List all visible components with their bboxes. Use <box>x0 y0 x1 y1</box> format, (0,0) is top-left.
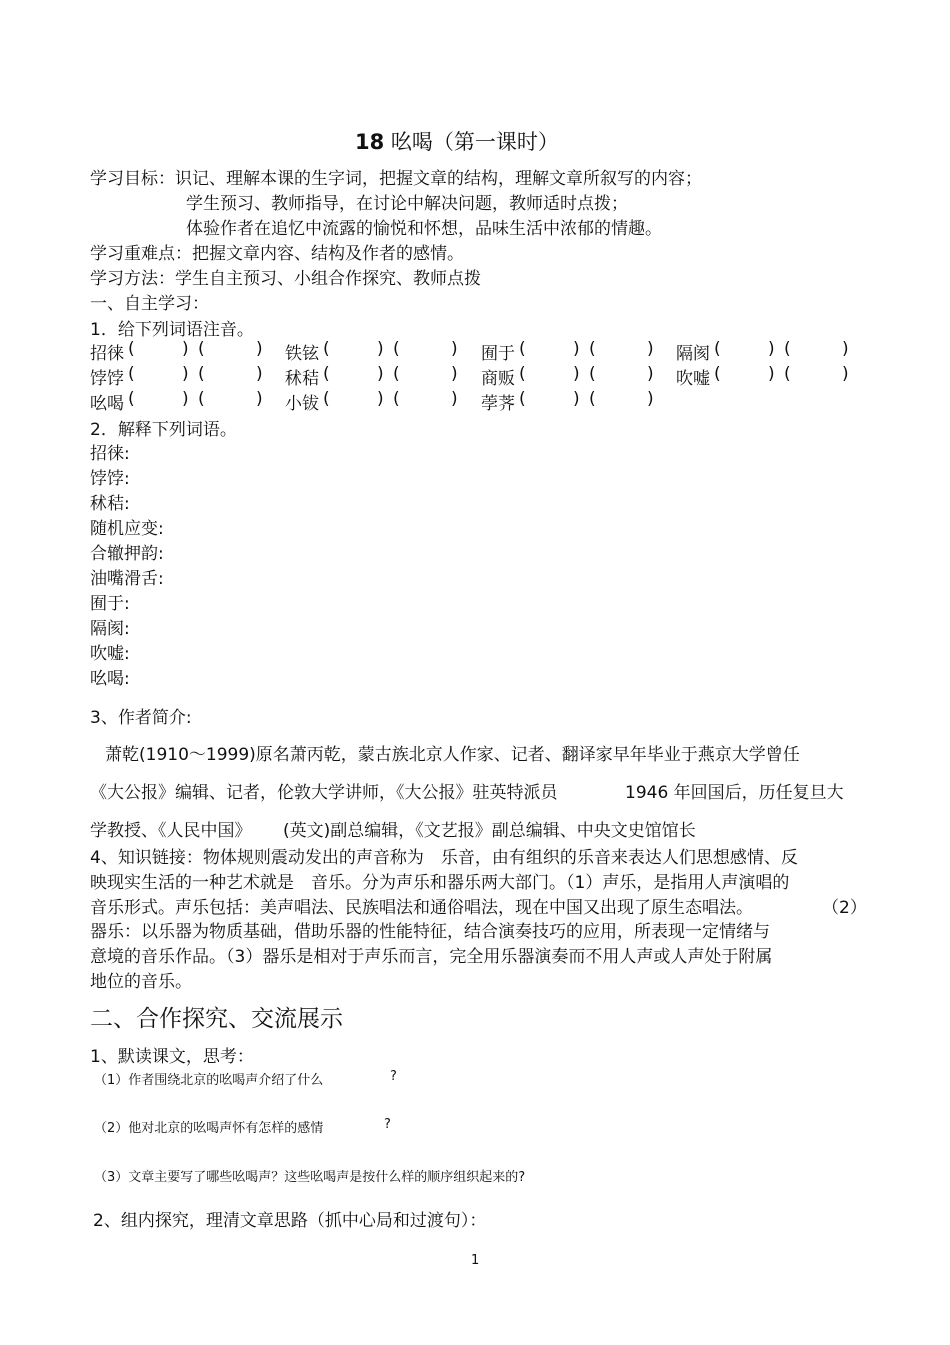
blank-close: ) <box>451 339 458 359</box>
blank-open: ( <box>589 339 596 359</box>
definition-item: 招徕: <box>90 444 130 464</box>
lesson-number: 18 <box>355 130 385 154</box>
page-number: 1 <box>471 1253 480 1268</box>
blank-open: ( <box>519 364 526 384</box>
blank-close: ) <box>377 389 384 409</box>
blank-close: ) <box>182 364 189 384</box>
goal-1: 识记、理解本课的生字词，把握文章的结构，理解文章所叙写的内容； <box>175 169 702 189</box>
bio-line-2a: 《大公报》编辑、记者，伦敦大学讲师，《大公报》驻英特派员 <box>90 783 558 803</box>
definition-item: 合辙押韵: <box>90 544 164 564</box>
blank-open: ( <box>393 364 400 384</box>
blank-open: ( <box>519 339 526 359</box>
knowledge-line-1: 4、知识链接：物体规则震动发出的声音称为 乐音，由有组织的乐音来表达人们思想感情、反 <box>90 848 798 868</box>
key-points: 学习重难点：把握文章内容、结构及作者的感情。 <box>90 244 464 264</box>
definition-item: 隔阂: <box>90 619 130 639</box>
goal-3: 体验作者在追忆中流露的愉悦和怀想，品味生活中浓郁的情趣。 <box>186 219 662 239</box>
blank-open: ( <box>784 339 791 359</box>
question-3: 3、作者简介: <box>90 708 192 728</box>
blank-close: ) <box>377 339 384 359</box>
blank-close: ) <box>842 364 849 384</box>
blank-open: ( <box>198 389 205 409</box>
blank-close: ) <box>451 389 458 409</box>
blank-close: ) <box>256 364 263 384</box>
knowledge-line-5: 意境的音乐作品。（3）器乐是相对于声乐而言，完全用乐器演奏而不用人声或人声处于附属 <box>90 947 773 967</box>
blank-open: ( <box>784 364 791 384</box>
pinyin-word: 隔阂 <box>676 344 710 364</box>
goals-label: 学习目标： <box>90 169 175 189</box>
pinyin-word: 铁铉 <box>285 344 319 364</box>
blank-open: ( <box>714 339 721 359</box>
definition-item: 囿于: <box>90 594 130 614</box>
pinyin-word: 吆喝 <box>90 394 124 414</box>
goals-line-1 <box>90 164 702 189</box>
blank-close: ) <box>451 364 458 384</box>
pinyin-word: 商贩 <box>481 369 515 389</box>
blank-open: ( <box>128 364 135 384</box>
lesson-title: 吆喝（第一课时） <box>390 130 559 154</box>
blank-close: ) <box>377 364 384 384</box>
sub-question-2-mark: ? <box>384 1117 391 1132</box>
definition-item: 油嘴滑舌: <box>90 569 164 589</box>
pinyin-word: 荸荠 <box>481 394 515 414</box>
task-1: 1、默读课文，思考： <box>90 1047 254 1067</box>
blank-close: ) <box>647 389 654 409</box>
pinyin-word: 招徕 <box>90 344 124 364</box>
definition-item: 秫秸: <box>90 494 130 514</box>
pinyin-word: 吹嘘 <box>676 369 710 389</box>
blank-close: ) <box>768 364 775 384</box>
blank-open: ( <box>198 339 205 359</box>
knowledge-line-6: 地位的音乐。 <box>90 972 192 992</box>
task-2: 2、组内探究，理清文章思路（抓中心局和过渡句）： <box>93 1211 487 1231</box>
question-1: 1．给下列词语注音。 <box>90 320 254 340</box>
study-methods: 学习方法：学生自主预习、小组合作探究、教师点拨 <box>90 269 481 289</box>
blank-close: ) <box>647 364 654 384</box>
blank-open: ( <box>393 389 400 409</box>
blank-open: ( <box>128 389 135 409</box>
knowledge-line-3b: （2） <box>822 898 867 918</box>
blank-open: ( <box>519 389 526 409</box>
blank-close: ) <box>256 339 263 359</box>
sub-question-1: （1）作者围绕北京的吆喝声介绍了什么 <box>94 1073 324 1088</box>
blank-close: ) <box>573 364 580 384</box>
blank-open: ( <box>323 364 330 384</box>
blank-open: ( <box>323 339 330 359</box>
knowledge-line-3a: 音乐形式。声乐包括：美声唱法、民族唱法和通俗唱法，现在中国又出现了原生态唱法。 <box>90 898 753 918</box>
blank-close: ) <box>573 339 580 359</box>
bio-line-1: 萧乾(1910～1999)原名萧丙乾，蒙古族北京人作家、记者、翻译家早年毕业于燕京大学曾任 <box>105 745 800 765</box>
definition-item: 吹嘘: <box>90 644 130 664</box>
goal-2: 学生预习、教师指导，在讨论中解决问题，教师适时点拨； <box>186 194 628 214</box>
blank-open: ( <box>589 389 596 409</box>
pinyin-word: 小钹 <box>285 394 319 414</box>
definition-item: 吆喝: <box>90 669 130 689</box>
definition-item: 饽饽: <box>90 469 130 489</box>
bio-line-3b: (英文)副总编辑，《文艺报》副总编辑、中央文史馆馆长 <box>283 821 696 841</box>
blank-close: ) <box>182 339 189 359</box>
blank-open: ( <box>589 364 596 384</box>
definition-item: 随机应变: <box>90 519 164 539</box>
knowledge-line-4: 器乐：以乐器为物质基础，借助乐器的性能特征，结合演奏技巧的应用，所表现一定情绪与 <box>90 922 770 942</box>
page-title <box>355 126 559 156</box>
pinyin-word: 囿于 <box>481 344 515 364</box>
pinyin-word: 秫秸 <box>285 369 319 389</box>
pinyin-word: 饽饽 <box>90 369 124 389</box>
section-cooperative: 二、合作探究、交流展示 <box>90 1006 343 1032</box>
blank-open: ( <box>128 339 135 359</box>
blank-close: ) <box>573 389 580 409</box>
blank-close: ) <box>647 339 654 359</box>
blank-open: ( <box>393 339 400 359</box>
sub-question-1-mark: ? <box>390 1069 397 1084</box>
sub-question-3: （3）文章主要写了哪些吆喝声？这些吆喝声是按什么样的顺序组织起来的? <box>94 1170 526 1185</box>
bio-line-2b: 1946 年回国后，历任复旦大 <box>625 783 844 803</box>
bio-line-3a: 学教授、《人民中国》 <box>90 821 252 841</box>
sub-question-2: （2）他对北京的吆喝声怀有怎样的感情 <box>94 1121 324 1136</box>
question-2: 2．解释下列词语。 <box>90 420 237 440</box>
section-self-study: 一、自主学习： <box>90 294 209 314</box>
blank-open: ( <box>198 364 205 384</box>
blank-close: ) <box>842 339 849 359</box>
blank-close: ) <box>182 389 189 409</box>
blank-close: ) <box>256 389 263 409</box>
blank-close: ) <box>768 339 775 359</box>
blank-open: ( <box>714 364 721 384</box>
knowledge-line-2: 映现实生活的一种艺术就是 音乐。分为声乐和器乐两大部门。（1）声乐，是指用人声演唱的 <box>90 873 790 893</box>
blank-open: ( <box>323 389 330 409</box>
